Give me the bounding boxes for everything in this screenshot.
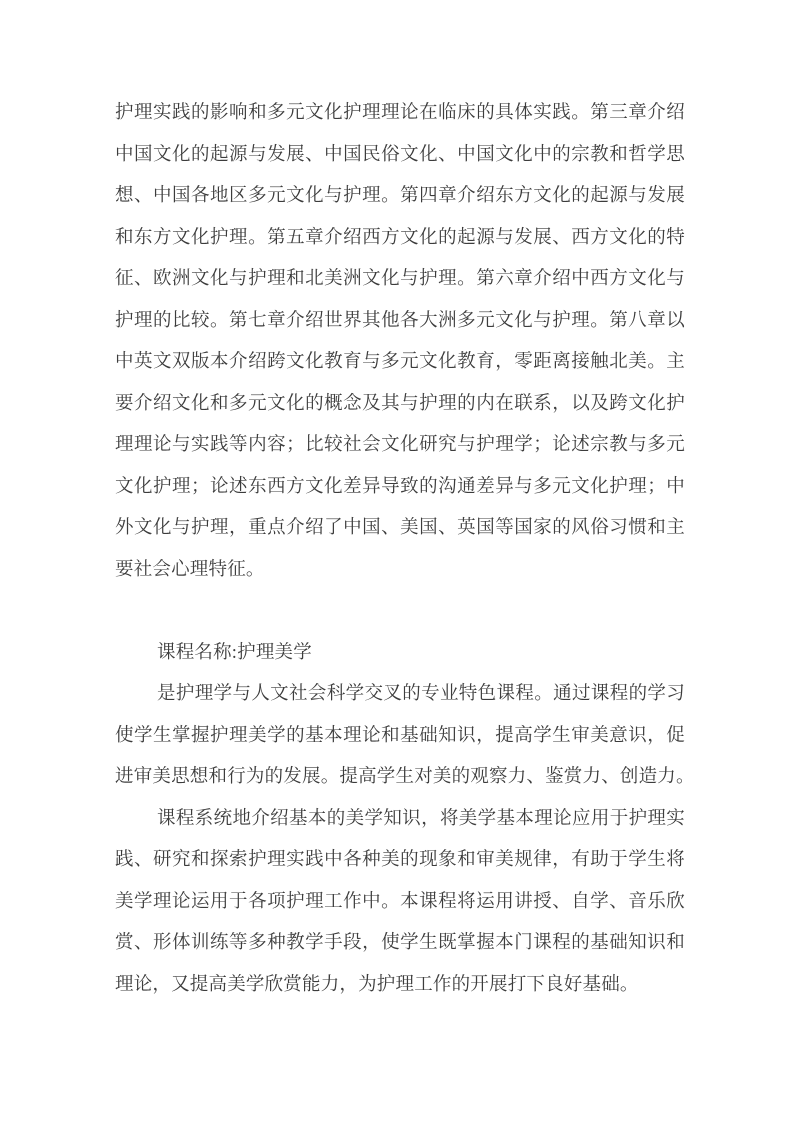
- text-line: 和东方文化护理。第五章介绍西方文化的起源与发展、西方文化的特: [115, 227, 685, 248]
- text-line: 要介绍文化和多元文化的概念及其与护理的内在联系，以及跨文化护: [115, 393, 685, 414]
- text-line: 中英文双版本介绍跨文化教育与多元文化教育，零距离接触北美。主: [115, 352, 685, 372]
- text-line: 进审美思想和行为的发展。提高学生对美的观察力、鉴赏力、创造力。: [115, 767, 695, 787]
- text-line: 是护理学与人文社会科学交叉的专业特色课程。通过课程的学习: [157, 684, 685, 704]
- text-line: 护理实践的影响和多元文化护理理论在临床的具体实践。第三章介绍: [115, 103, 685, 123]
- text-line: 中国文化的起源与发展、中国民俗文化、中国文化中的宗教和哲学思: [115, 144, 685, 165]
- text-line: 要社会心理特征。: [115, 559, 265, 580]
- text-line: 课程名称:护理美学: [157, 642, 312, 663]
- text-line: 想、中国各地区多元文化与护理。第四章介绍东方文化的起源与发展: [115, 186, 685, 206]
- text-line: 使学生掌握护理美学的基本理论和基础知识，提高学生审美意识，促: [115, 725, 685, 746]
- text-line: 文化护理；论述东西方文化差异导致的沟通差异与多元文化护理；中: [115, 476, 685, 497]
- text-line: 践、研究和探索护理实践中各种美的现象和审美规律，有助于学生将: [115, 850, 685, 870]
- text-line: 理理论与实践等内容；比较社会文化研究与护理学；论述宗教与多元: [115, 435, 685, 455]
- text-line: 理论，又提高美学欣赏能力，为护理工作的开展打下良好基础。: [115, 974, 639, 995]
- text-line: 征、欧洲文化与护理和北美洲文化与护理。第六章介绍中西方文化与: [115, 269, 685, 289]
- text-line: [115, 591, 685, 633]
- text-block: [115, 93, 695, 1006]
- text-line: 美学理论运用于各项护理工作中。本课程将运用讲授、自学、音乐欣: [115, 891, 685, 912]
- text-line: 外文化与护理，重点介绍了中国、美国、英国等国家的风俗习惯和主: [115, 518, 685, 538]
- text-line: 护理的比较。第七章介绍世界其他各大洲多元文化与护理。第八章以: [115, 310, 685, 331]
- text-line: 赏、形体训练等多种教学手段，使学生既掌握本门课程的基础知识和: [115, 933, 685, 953]
- text-line: 课程系统地介绍基本的美学知识，将美学基本理论应用于护理实: [157, 808, 685, 829]
